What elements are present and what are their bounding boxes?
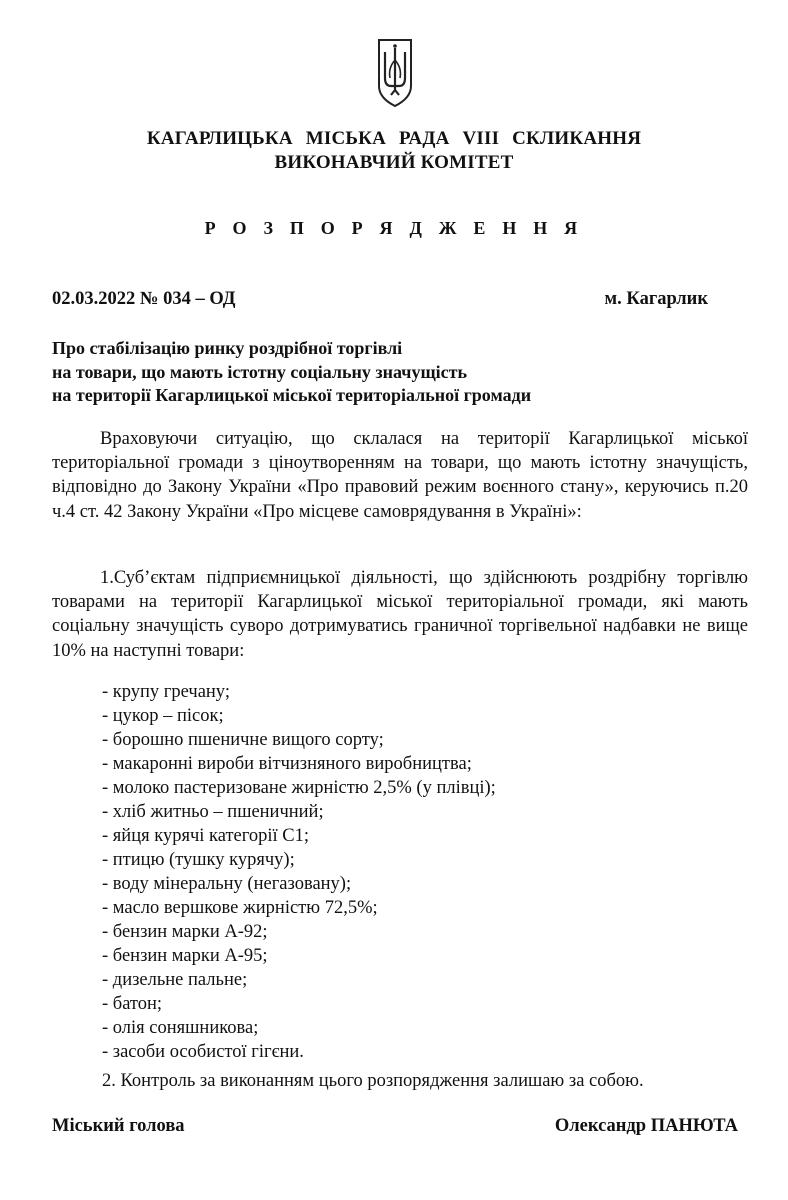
document-type-title: Р О З П О Р Я Д Ж Е Н Н Я: [204, 218, 584, 238]
list-item: - хліб житньо – пшеничний;: [102, 802, 324, 822]
signatory-role: Міський голова: [52, 1116, 185, 1136]
list-item: - воду мінеральну (негазовану);: [102, 874, 352, 894]
council-name: КАГАРЛИЦЬКА МІСЬКА РАДА VIII СКЛИКАННЯ: [146, 128, 642, 149]
subject-line: Про стабілізацію ринку роздрібної торгівлі: [52, 338, 403, 358]
goods-list: [102, 680, 496, 1064]
city: м. Кагарлик: [604, 289, 708, 309]
subject-heading: [52, 337, 531, 408]
date-and-number: 02.03.2022 № 034 – ОД: [52, 289, 236, 309]
list-item: - бензин марки А-92;: [102, 922, 268, 942]
list-item: - олія соняшникова;: [102, 1018, 259, 1038]
list-item: - макаронні вироби вітчизняного виробництва;: [102, 754, 472, 774]
list-item: - яйця курячі категорії С1;: [102, 826, 310, 846]
preamble-paragraph: Враховуючи ситуацію, що склалася на території Кагарлицької міської територіальної громади з ціноутворенням на товари, що мають істотну значущість, відповідно до Закону України «Про правовий режим воєнного стану», керуючись п.20 ч.4 ст. 42 Закону України «Про місцеве самоврядування в Україні»:: [52, 429, 748, 522]
list-item: - дизельне пальне;: [102, 970, 248, 990]
list-item: - масло вершкове жирністю 72,5%;: [102, 898, 378, 918]
committee-name: ВИКОНАВЧИЙ КОМІТЕТ: [274, 152, 514, 173]
list-item: - засоби особистої гігєни.: [102, 1042, 304, 1062]
list-item: - молоко пастеризоване жирністю 2,5% (у плівці);: [102, 778, 496, 798]
list-item: - батон;: [102, 994, 163, 1014]
list-item: - птицю (тушку курячу);: [102, 850, 295, 870]
clause-2-paragraph: 2. Контроль за виконанням цього розпорядження залишаю за собою.: [102, 1071, 644, 1091]
subject-line: на території Кагарлицької міської територіальної громади: [52, 385, 532, 405]
list-item: - крупу гречану;: [102, 682, 230, 702]
list-item: - борошно пшеничне вищого сорту;: [102, 730, 384, 750]
clause-1-paragraph: 1.Суб’єктам підприємницької діяльності, що здійснюють роздрібну торгівлю товарами на території Кагарлицької міської територіальної громади, які мають соціальну значущість суворо дотримуватись граничної торгівельної надбавки не вище 10% на наступні товари:: [52, 568, 748, 661]
signatory-name: Олександр ПАНЮТА: [554, 1116, 738, 1136]
list-item: - бензин марки А-95;: [102, 946, 268, 966]
subject-line: на товари, що мають істотну соціальну значущість: [52, 361, 468, 382]
tryzub-coat-of-arms-icon: [377, 38, 413, 108]
list-item: - цукор – пісок;: [102, 706, 224, 726]
